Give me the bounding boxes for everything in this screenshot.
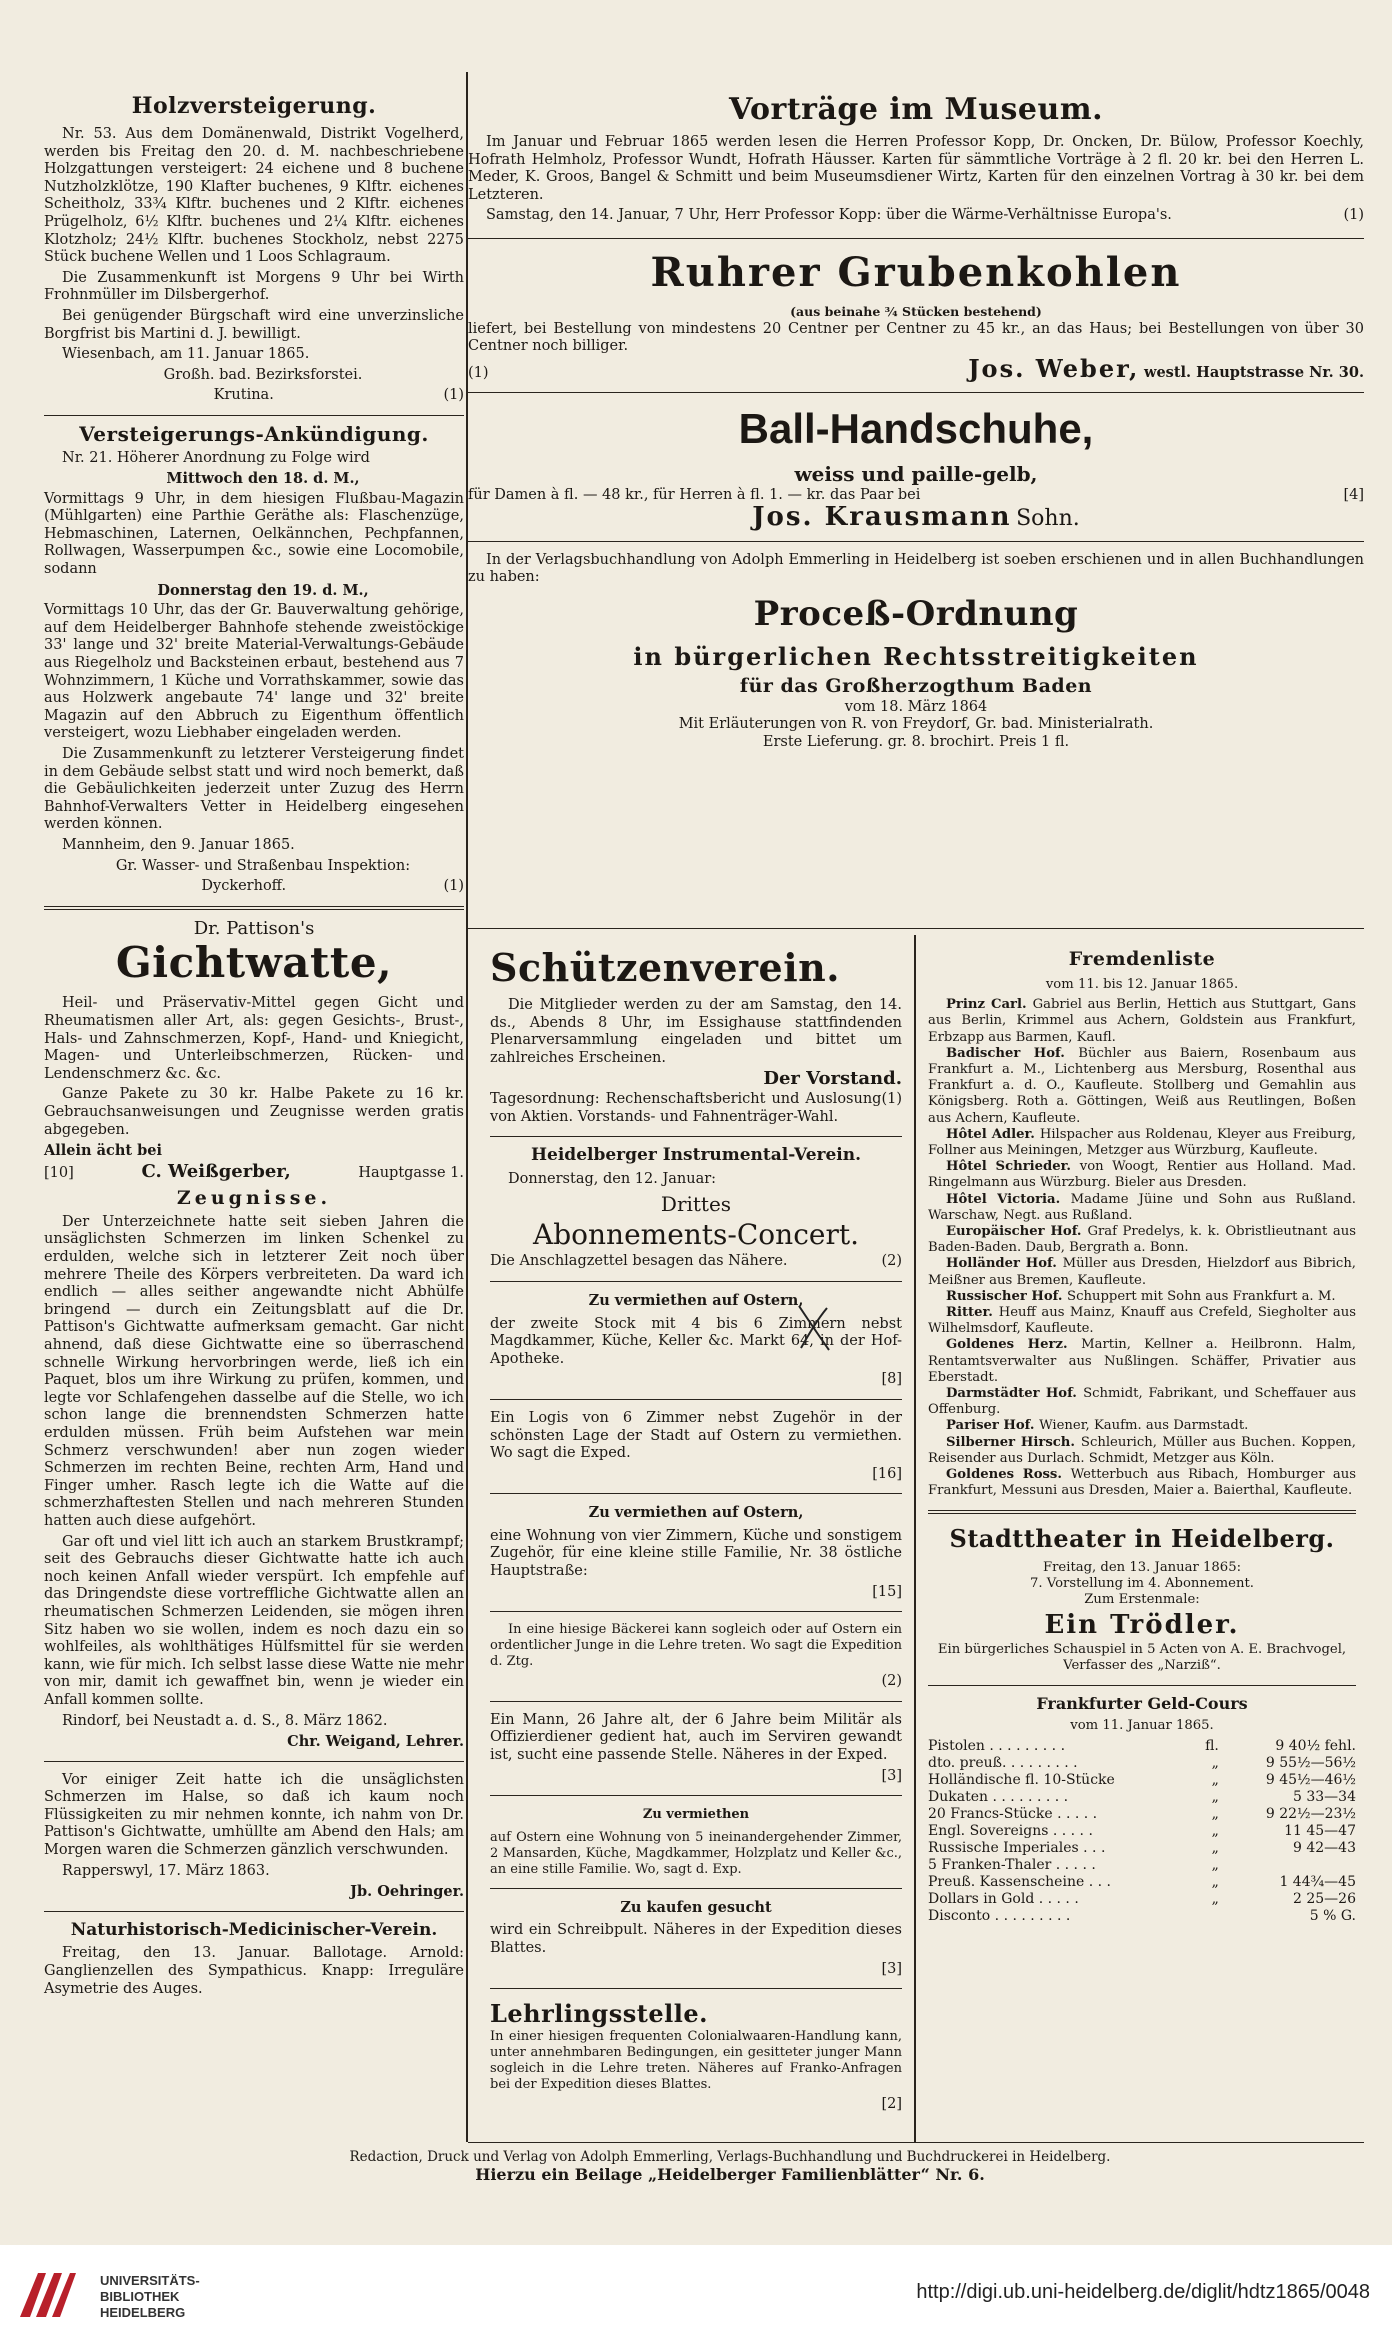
fremden-entry <box>928 1418 1356 1434</box>
lehr-body: In einer hiesigen frequenten Colonialwaaren-Handlung kann, unter annehmbaren Bedingungen, ein gesitteter junger Mann sogleich in die Lehre treten. Näheres auf Franko-Anfragen bei der Expedition dieses Blattes. <box>490 2029 902 2093</box>
vortrag-ad <box>468 92 1364 228</box>
divider <box>468 392 1364 393</box>
geld-val: 11 45—47 <box>1284 1822 1356 1839</box>
kohlen-title: Ruhrer Grubenkohlen <box>650 248 1182 296</box>
ball-ad <box>468 403 1364 530</box>
divider <box>490 1611 902 1612</box>
divider <box>490 1795 902 1796</box>
geld-name: Dollars in Gold . . . . . <box>928 1890 1079 1907</box>
library-seal-icon <box>16 2267 80 2325</box>
schuetzen-title: Schützenverein. <box>490 945 841 990</box>
kauf-title: Zu kaufen gesucht <box>620 1898 772 1916</box>
divider <box>44 1761 464 1762</box>
zeugnis-3-name: Jb. Oehringer. <box>350 1883 464 1901</box>
ball-num: [4] <box>1343 487 1364 504</box>
kauf-num: [3] <box>881 1960 902 1977</box>
geld-name: 5 Franken-Thaler . . . . . <box>928 1856 1096 1873</box>
process-line3: für das Großherzogthum Baden <box>739 674 1093 697</box>
fremden-guests: Gabriel aus Berlin, Hettich aus Stuttgart, Gans aus Berlin, Krimmel aus Achern, Goldstein aus Frankfurt, Erbzapp aus Barmen, Kaufl. <box>928 997 1356 1045</box>
geld-val: 9 42—43 <box>1293 1839 1356 1856</box>
gicht-seller: C. Weißgerber, <box>141 1160 291 1182</box>
fremden-guests: Wiener, Kaufm. aus Darmstadt. <box>1039 1418 1249 1434</box>
ball-seller2: Sohn. <box>1016 505 1080 531</box>
fremden-entry <box>928 1467 1356 1499</box>
imprint-line1: Redaction, Druck und Verlag von Adolph Emmerling, Verlags-Buchhandlung und Buchdruckerei in Heidelberg. <box>349 2149 1111 2165</box>
verst-signer: Dyckerhoff. <box>201 878 287 895</box>
divider <box>490 1493 902 1494</box>
fremden-entry <box>928 1192 1356 1224</box>
geld-val: 1 44¾—45 <box>1279 1873 1356 1890</box>
fremden-hotel: Goldenes Ross. <box>946 1467 1071 1483</box>
schuetzen-body: Die Mitglieder werden zu der am Samstag, den 14. ds., Abends 8 Uhr, im Essighause stattfindenden Plenarversammlung eingeladen und bittet um zahlreiches Erscheinen. <box>490 997 902 1066</box>
permalink-url[interactable]: http://digi.ub.uni-heidelberg.de/diglit/hdtz1865/0048 <box>916 2281 1370 2303</box>
gicht-num: [10] <box>44 1164 74 1181</box>
fremden-guests: Graf Predelys, k. k. Obristlieutnant aus Baden-Baden. Daub, Bergrath a. Bonn. <box>928 1224 1356 1256</box>
table-row <box>928 1755 1356 1772</box>
geld-val: 9 22½—23½ <box>1265 1805 1356 1822</box>
table-row <box>928 1823 1356 1840</box>
right-sub-left <box>490 945 902 2117</box>
verm1-ad <box>490 1292 902 1389</box>
holz-signer: Krutina. <box>213 387 274 404</box>
holz-title: Holzversteigerung. <box>131 93 377 119</box>
verst-ad <box>44 421 464 896</box>
verm2-ad <box>490 1504 902 1601</box>
fremden-hotel: Darmstädter Hof. <box>946 1386 1084 1402</box>
instr-ad <box>490 1147 902 1271</box>
holz-authority: Großh. bad. Bezirksforstei. <box>163 366 363 383</box>
table-row <box>928 1874 1356 1891</box>
verm1-num: [8] <box>881 1371 902 1388</box>
logo-line1: UNIVERSITÄTS- <box>100 2273 200 2288</box>
instr-date: Donnerstag, den 12. Januar: <box>508 1170 717 1187</box>
fremden-hotel: Hôtel Schrieder. <box>946 1159 1080 1175</box>
verst-body2: Vormittags 10 Uhr, das der Gr. Bauverwaltung gehörige, auf dem Heidelberger Bahnhofe stehende zweistöckige 33' lange und 32' breite Material-Verwaltungs-Gebäude aus Riegelholz und Backsteinen erbaut, bestehend aus 7 Wohnzimmern, 1 Küche und Vorrathskammer, sowie das aus Holzwerk angebaute 74' lange und 32' breite Magazin auf den Abbruch zu Eigenthum öffentlich versteigert, wozu Liebhaber eingeladen werden. <box>44 602 464 742</box>
fremden-entry <box>928 1046 1356 1127</box>
fremden-date: vom 11. bis 12. Januar 1865. <box>1045 977 1239 992</box>
instr-title: Heidelberger Instrumental-Verein. <box>530 1145 862 1166</box>
imprint <box>180 2148 1280 2184</box>
divider <box>928 1510 1356 1514</box>
verst-body1: Vormittags 9 Uhr, in dem hiesigen Flußbau-Magazin (Mühlgarten) eine Parthie Geräthe als: Flaschenzüge, Hebmaschinen, Laternen, Oelkännchen, Pechpfannen, Rollwagen, Wasserpumpen &c., sowie eine Locomobile, sodann <box>44 490 464 578</box>
fremden-entry <box>928 1386 1356 1418</box>
fremden-entry <box>928 1224 1356 1256</box>
geld-val: 5 % G. <box>1309 1907 1356 1924</box>
theater-l4: Ein Trödler. <box>1044 1610 1240 1641</box>
logis-ad <box>490 1410 902 1483</box>
verm3-ad <box>490 1806 902 1878</box>
fremden-entry <box>928 1127 1356 1159</box>
verst-day1: Mittwoch den 18. d. M., <box>166 470 360 488</box>
fremden-hotel: Ritter. <box>946 1305 999 1321</box>
baeck-num: (2) <box>881 1673 902 1690</box>
ball-body: für Damen à fl. — 48 kr., für Herren à fl. 1. — kr. das Paar bei <box>468 487 921 504</box>
geld-unit: „ <box>1211 1856 1219 1873</box>
mann-body: Ein Mann, 26 Jahre alt, der 6 Jahre beim Militär als Offizierdiener gedient hat, auch im Serviren gewandt ist, sucht eine passende Stelle. Näheres in der Exped. <box>490 1711 902 1764</box>
geld-unit: „ <box>1211 1839 1219 1856</box>
zeugnis-3: Vor einiger Zeit hatte ich die unsäglichsten Schmerzen im Halse, so daß ich kaum noch Flüssigkeiten zu mir nehmen konnte, ich nahm von Dr. Pattison's Gichtwatte, umhüllte am Abend den Hals; am Morgen waren die Schmerzen gänzlich verschwunden. <box>44 1771 464 1859</box>
fremden-hotel: Goldenes Herz. <box>946 1337 1082 1353</box>
fremden-hotel: Hôtel Victoria. <box>946 1191 1071 1207</box>
geld-name: Pistolen . . . . . . . . . <box>928 1737 1066 1754</box>
zeugnis-2-place: Rindorf, bei Neustadt a. d. S., 8. März 1862. <box>62 1712 388 1729</box>
geld-table <box>928 1738 1356 1925</box>
fremden-hotel: Pariser Hof. <box>946 1418 1040 1434</box>
theater-l1: Freitag, den 13. Januar 1865: <box>1042 1559 1242 1575</box>
zeugnis-3-place: Rapperswyl, 17. März 1863. <box>62 1862 270 1879</box>
schuetzen-ad <box>490 945 902 1126</box>
fremden-hotel: Holländer Hof. <box>946 1256 1063 1272</box>
fremden-guests: Hilspacher aus Roldenau, Kleyer aus Freiburg, Follner aus Meiningen, Metzger aus Würzburg, Kaufleute. <box>928 1126 1356 1159</box>
process-line6: Erste Lieferung. gr. 8. brochirt. Preis 1 fl. <box>762 733 1070 750</box>
instr-l2: Abonnements-Concert. <box>533 1218 859 1252</box>
geld-unit <box>1196 1908 1227 1925</box>
verst-date: Mannheim, den 9. Januar 1865. <box>62 836 295 853</box>
geld-ad <box>928 1693 1356 1925</box>
baeck-body: In eine hiesige Bäckerei kann sogleich oder auf Ostern ein ordentlicher Junge in die Lehre treten. Wo sagt die Expedition d. Ztg. <box>490 1622 902 1670</box>
zeugnisse-title: Zeugnisse. <box>176 1187 332 1210</box>
fremden-guests: Wetterbuch aus Ribach, Homburger aus Frankfurt, Messuni aus Dresden, Maier a. Baierthal, Kaufleute. <box>928 1467 1357 1499</box>
fremden-title: Fremdenliste <box>1068 948 1216 970</box>
table-row <box>928 1738 1356 1755</box>
geld-val: 9 45½—46½ <box>1265 1771 1356 1788</box>
kauf-ad <box>490 1899 902 1978</box>
mann-ad <box>490 1712 902 1785</box>
fremden-hotel: Russischer Hof. <box>946 1288 1068 1304</box>
gicht-body2: Ganze Pakete zu 30 kr. Halbe Pakete zu 16 kr. Gebrauchsanweisungen und Zeugnisse werden gratis abgegeben. <box>44 1086 464 1138</box>
geld-name: 20 Francs-Stücke . . . . . <box>928 1805 1098 1822</box>
gicht-street: Hauptgasse 1. <box>358 1164 464 1181</box>
vortrag-title: Vorträge im Museum. <box>728 92 1104 127</box>
theater-title: Stadttheater in Heidelberg. <box>949 1523 1335 1553</box>
geld-unit: „ <box>1211 1788 1219 1805</box>
lehr-num: [2] <box>881 2096 902 2113</box>
geld-name: Disconto . . . . . . . . . <box>928 1907 1071 1924</box>
process-line4: vom 18. März 1864 <box>844 698 988 715</box>
baeck-ad <box>490 1622 902 1691</box>
instr-body: Die Anschlagzettel besagen das Nähere. <box>490 1253 788 1270</box>
geld-unit: „ <box>1211 1754 1219 1771</box>
verst-authority: Gr. Wasser- und Straßenbau Inspektion: <box>115 857 411 874</box>
logis-num: [16] <box>872 1465 902 1482</box>
geld-val: 9 40½ fehl. <box>1275 1737 1356 1754</box>
verst-intro: Nr. 21. Höherer Anordnung zu Folge wird <box>62 449 370 466</box>
geld-unit: „ <box>1211 1771 1219 1788</box>
holz-body3: Bei genügender Bürgschaft wird eine unverzinsliche Borgfrist bis Martini d. J. bewilligt. <box>44 307 464 342</box>
table-row <box>928 1857 1356 1874</box>
fremden-guests: Schleurich, Müller aus Buchen. Koppen, Reisender aus Durlach. Schmidt, Metzger aus Köln. <box>928 1434 1356 1466</box>
theater-l3: Zum Erstenmale: <box>1084 1591 1200 1607</box>
divider <box>490 1888 902 1889</box>
fremden-guests: Müller aus Dresden, Hielzdorf aus Bibrich, Meißner aus Bremen, Kaufleute. <box>928 1256 1356 1288</box>
fremden-entry <box>928 1337 1356 1386</box>
verst-title: Versteigerungs-Ankündigung. <box>79 421 429 446</box>
kohlen-addr: westl. Hauptstrasse Nr. 30. <box>1143 363 1364 381</box>
verm2-body: eine Wohnung von vier Zimmern, Küche und sonstigem Zugehör, für eine kleine stille Familie, Nr. 38 östliche Hauptstraße: <box>490 1527 902 1580</box>
geld-unit: „ <box>1211 1805 1219 1822</box>
verm2-num: [15] <box>872 1583 902 1600</box>
divider <box>468 541 1364 542</box>
divider <box>490 1988 902 1989</box>
divider <box>44 906 464 910</box>
zeugnis-2: Gar oft und viel litt ich auch an starkem Brustkrampf; seit des Gebrauchs dieser Gichtwatte hatte ich auch noch keinen Anfall wieder verspürt. Ich empfehle auf das Dringendste diese vortreffliche Gichtwatte allen an rheumatischen Schmerzen Leidenden, sie mögen ihren Sitz haben wo sie wollen, indem es noch dazu ein so wohlfeiles, als wohlthätiges Hülfsmittel für sie werden kann, wie für mich. Ich selbst lasse diese Watte nie mehr von mir, damit ich gewaffnet bin, wenn je wieder ein Anfall kommen sollte. <box>44 1533 464 1708</box>
divider <box>44 415 464 416</box>
gicht-ad <box>44 917 464 1901</box>
kohlen-num: (1) <box>468 364 489 381</box>
divider <box>468 928 1364 929</box>
vortrag-body: Im Januar und Februar 1865 werden lesen die Herren Professor Kopp, Dr. Oncken, Dr. Bülow, Professor Koechly, Hofrath Helmholz, Professor Wundt, Hofrath Häusser. Karten für sämmtliche Vorträge à 2 fl. 20 kr. bei den Herren L. Meder, K. Groos, Bangel & Schmitt und beim Museumsdiener Wirtz, Karten für den einzelnen Vortrag à 30 kr. bei dem Letzteren. <box>468 134 1364 203</box>
library-logo[interactable] <box>16 2267 236 2325</box>
table-row <box>928 1772 1356 1789</box>
schuetzen-body2: Tagesordnung: Rechenschaftsbericht und Auslosung von Aktien. Vorstands- und Fahnenträger-Wahl. <box>490 1090 882 1125</box>
fremden-list <box>928 997 1356 1499</box>
divider <box>468 2142 1364 2143</box>
geld-name: Dukaten . . . . . . . . . <box>928 1788 1069 1805</box>
table-row <box>928 1789 1356 1806</box>
column-rule-right <box>914 935 916 2142</box>
geld-name: Russische Imperiales . . . <box>928 1839 1106 1856</box>
fremden-entry <box>928 1305 1356 1337</box>
schuetzen-num: (1) <box>881 1090 902 1107</box>
verst-day2: Donnerstag den 19. d. M., <box>157 581 369 599</box>
geld-val: 5 33—34 <box>1293 1788 1356 1805</box>
divider <box>928 1685 1356 1686</box>
left-column <box>44 90 464 2001</box>
vortrag-num: (1) <box>1343 207 1364 224</box>
geld-val: 2 25—26 <box>1293 1890 1356 1907</box>
divider <box>490 1281 902 1282</box>
geld-name: Preuß. Kassenscheine . . . <box>928 1873 1111 1890</box>
ball-sub: weiss und paille-gelb, <box>794 462 1038 487</box>
fremden-entry <box>928 1289 1356 1305</box>
gicht-pre: Dr. Pattison's <box>193 917 315 939</box>
verm1-body: der zweite Stock mit 4 bis 6 Zimmern nebst Magdkammer, Küche, Keller &c. Markt 64, in der Hof-Apotheke. <box>490 1315 902 1367</box>
theater-ad <box>928 1524 1356 1675</box>
geld-title: Frankfurter Geld-Cours <box>1036 1693 1248 1713</box>
table-row <box>928 1908 1356 1925</box>
table-row <box>928 1891 1356 1908</box>
process-line2: in bürgerlichen Rechtsstreitigkeiten <box>633 641 1199 671</box>
divider <box>468 238 1364 239</box>
instr-l1: Drittes <box>660 1192 732 1217</box>
logo-line3: HEIDELBERG <box>100 2305 186 2320</box>
geld-date: vom 11. Januar 1865. <box>1070 1717 1214 1733</box>
geld-val: 9 55½—56½ <box>1265 1754 1356 1771</box>
process-title: Proceß-Ordnung <box>753 593 1079 634</box>
holz-num: (1) <box>443 387 464 404</box>
right-sub-right <box>928 945 1356 1925</box>
divider <box>490 1136 902 1137</box>
fremden-guests: Martin, Kellner a. Heilbronn. Halm, Rentamtsverwalter aus Nußlingen. Schäffer, Privatier aus Eberstadt. <box>928 1337 1356 1385</box>
fremden-hotel: Europäischer Hof. <box>946 1224 1088 1240</box>
kohlen-paren: (aus beinahe ¾ Stücken bestehend) <box>790 303 1042 319</box>
divider <box>490 1701 902 1702</box>
schuetzen-sig: Der Vorstand. <box>763 1068 902 1090</box>
verm3-title: Zu vermiethen <box>642 1807 750 1823</box>
geld-name: Engl. Sovereigns . . . . . <box>928 1822 1093 1839</box>
fremden-guests: Büchler aus Baiern, Rosenbaum aus Frankfurt a. M., Lichtenberg aus Mersburg, Rosenthal aus Frankfurt a. d. O., Kaufleute. Stollberg und Gemahlin aus Königsberg. Roth a. Göttingen, Weiß aus Reutlingen, Boßen aus Achern, Kaufleute. <box>928 1045 1356 1126</box>
right-column <box>468 90 1364 752</box>
lehr-title: Lehrlingsstelle. <box>490 1999 708 2029</box>
geld-unit: fl. <box>1205 1737 1219 1754</box>
ball-title: Ball-Handschuhe, <box>738 405 1094 453</box>
kohlen-seller: Jos. Weber, <box>968 353 1140 383</box>
fremden-ad <box>928 947 1356 1500</box>
fremden-guests: Heuff aus Mainz, Knauff aus Crefeld, Siegholter aus Wilhelmsdorf, Kaufleute. <box>928 1305 1356 1337</box>
mann-num: [3] <box>881 1767 902 1784</box>
holz-body2: Die Zusammenkunft ist Morgens 9 Uhr bei Wirth Frohnmüller im Dilsbergerhof. <box>44 269 464 304</box>
fremden-hotel: Prinz Carl. <box>946 997 1033 1013</box>
fremden-entry <box>928 1435 1356 1467</box>
fremden-entry <box>928 1256 1356 1288</box>
viewer-footer <box>0 2245 1392 2347</box>
geld-unit: „ <box>1211 1890 1219 1907</box>
divider <box>44 1911 464 1912</box>
logo-line2: BIBLIOTHEK <box>100 2289 180 2304</box>
fremden-guests: Schuppert mit Sohn aus Frankfurt a. M. <box>1067 1288 1336 1304</box>
table-row <box>928 1840 1356 1857</box>
ball-seller: Jos. Krausmann <box>752 501 1012 532</box>
divider <box>490 1399 902 1400</box>
verm3-body: auf Ostern eine Wohnung von 5 ineinandergehender Zimmer, 2 Mansarden, Küche, Magdkammer, Holzplatz und Keller &c., an eine stille Familie. Wo, sagt d. Exp. <box>490 1829 902 1877</box>
process-intro: In der Verlagsbuchhandlung von Adolph Emmerling in Heidelberg ist soeben erschienen und in allen Buchhandlungen zu haben: <box>468 551 1364 586</box>
geld-unit: „ <box>1211 1873 1219 1890</box>
gicht-body: Heil- und Präservativ-Mittel gegen Gicht und Rheumatismen aller Art, als: gegen Gesichts-, Brust-, Hals- und Zahnschmerzen, Kopf-, Hand- und Kniegicht, Magen- und Unterleibschmerzen, Rücken- und Lendenschmerz &c. &c. <box>44 995 464 1082</box>
verst-num: (1) <box>443 878 464 895</box>
geld-val <box>1227 1857 1356 1874</box>
gicht-title: Gichtwatte, <box>115 938 393 988</box>
logis-body: Ein Logis von 6 Zimmer nebst Zugehör in der schönsten Lage der Stadt auf Ostern zu vermiethen. Wo sagt die Exped. <box>490 1409 902 1462</box>
fremden-entry <box>928 997 1356 1046</box>
geld-name: Holländische fl. 10-Stücke <box>928 1771 1115 1788</box>
zeugnis-2-name: Chr. Weigand, Lehrer. <box>287 1733 464 1751</box>
handwritten-x-mark <box>795 1302 833 1354</box>
natur-title: Naturhistorisch-Medicinischer-Verein. <box>70 1919 438 1940</box>
fremden-entry <box>928 1159 1356 1191</box>
fremden-guests: von Woogt, Rentier aus Holland. Mad. Ringelmann aus Würzburg. Bieler aus Dresden. <box>928 1159 1357 1191</box>
natur-ad <box>44 1919 464 1998</box>
instr-num: (2) <box>881 1253 902 1270</box>
geld-name: dto. preuß. . . . . . . . . <box>928 1754 1078 1771</box>
holz-date: Wiesenbach, am 11. Januar 1865. <box>62 346 310 363</box>
kauf-body: wird ein Schreibpult. Näheres in der Expedition dieses Blattes. <box>490 1922 902 1956</box>
table-row <box>928 1806 1356 1823</box>
fremden-hotel: Silberner Hirsch. <box>946 1434 1081 1450</box>
holz-ad <box>44 92 464 405</box>
kohlen-ad <box>468 249 1364 382</box>
holz-body: Nr. 53. Aus dem Domänenwald, Distrikt Vogelherd, werden bis Freitag den 20. d. M. nachbeschriebene Holzgattungen versteigert: 24 eichene und 8 buchene Nutzholzklötze, 190 Klafter buchenes, 9 Klftr. eichenes Scheitholz, 33¾ Klftr. buchenes und 2 Klftr. eichenes Prügelholz, 6½ Klftr. buchenes und 2¼ Klftr. eichenes Klotzholz; 24½ Klftr. buchenes Stockholz, nebst 2275 Stück buchene Wellen und 1 Loos Schlagraum. <box>44 126 464 266</box>
imprint-line2: Hierzu ein Beilage „Heidelberger Familienblätter“ Nr. 6. <box>475 2165 985 2184</box>
theater-l2: 7. Vorstellung im 4. Abonnement. <box>1030 1575 1254 1591</box>
natur-body: Freitag, den 13. Januar. Ballotage. Arnold: Ganglienzellen des Sympathicus. Knapp: Irreguläre Asymetrie des Auges. <box>44 1945 464 1997</box>
kohlen-body: liefert, bei Bestellung von mindestens 20 Centner per Centner zu 45 kr., an das Haus; bei Bestellungen von über 30 Centner noch billiger. <box>468 320 1364 355</box>
vortrag-body2: Samstag, den 14. Januar, 7 Uhr, Herr Professor Kopp: über die Wärme-Verhältnisse Europa's. <box>486 207 1172 224</box>
gicht-only: Allein ächt bei <box>44 1142 162 1160</box>
lehr-ad <box>490 1999 902 2114</box>
verst-body3: Die Zusammenkunft zu letzterer Versteigerung findet in dem Gebäude selbst statt und wird noch bemerkt, daß die Gebäulichkeiten jederzeit unter Zuzug des Herrn Bahnhof-Verwalters Vetter in Heidelberg eingesehen werden können. <box>44 746 464 833</box>
theater-l5: Ein bürgerliches Schauspiel in 5 Acten von A. E. Brachvogel, Verfasser des „Narziß“. <box>937 1642 1347 1674</box>
fremden-guests: Schmidt, Fabrikant, und Scheffauer aus Offenburg. <box>928 1386 1357 1418</box>
fremden-hotel: Badischer Hof. <box>946 1045 1079 1061</box>
geld-unit: „ <box>1211 1822 1219 1839</box>
process-line5: Mit Erläuterungen von R. von Freydorf, Gr. bad. Ministerialrath. <box>678 716 1154 733</box>
zeugnis-1: Der Unterzeichnete hatte seit sieben Jahren die unsäglichsten Schmerzen im linken Schenkel zu erdulden, welche sich in letzterer Zeit noch über mehrere Theile des Körpers verbreiteten. Da ward ich endlich — alles seither angewandte nicht Abhülfe bringend — durch ein Zeitungsblatt auf die Dr. Pattison's Gichtwatte aufmerksam gemacht. Gar nicht ahnend, daß diese Gichtwatte eine so überraschend schnelle Wirkung hervorbringen werde, ließ ich ein Paquet, blos um ihre Wirkung zu prüfen, kommen, und legte vor Schlafengehen dasselbe auf die Stelle, wo ich schon lange die brennendsten Schmerzen hatte erdulden müssen. Früh beim Aufstehen war mein Schmerz verschwunden! aber nun zogen wieder Schmerzen im rechten Beine, rechten Arm, Hand und Finger umher. Rasch legte ich die Watte auf die schmerzhaftesten Stellen und nach mehreren Stunden hatten auch diese aufgehört. <box>44 1213 464 1529</box>
fremden-guests: Madame Jüine und Sohn aus Rußland. Warschaw, Negt. aus Rußland. <box>928 1191 1356 1223</box>
verm2-title: Zu vermiethen auf Ostern, <box>588 1504 804 1522</box>
process-ad <box>468 552 1364 752</box>
verm1-title: Zu vermiethen auf Ostern, <box>588 1291 804 1309</box>
fremden-hotel: Hôtel Adler. <box>946 1126 1040 1142</box>
